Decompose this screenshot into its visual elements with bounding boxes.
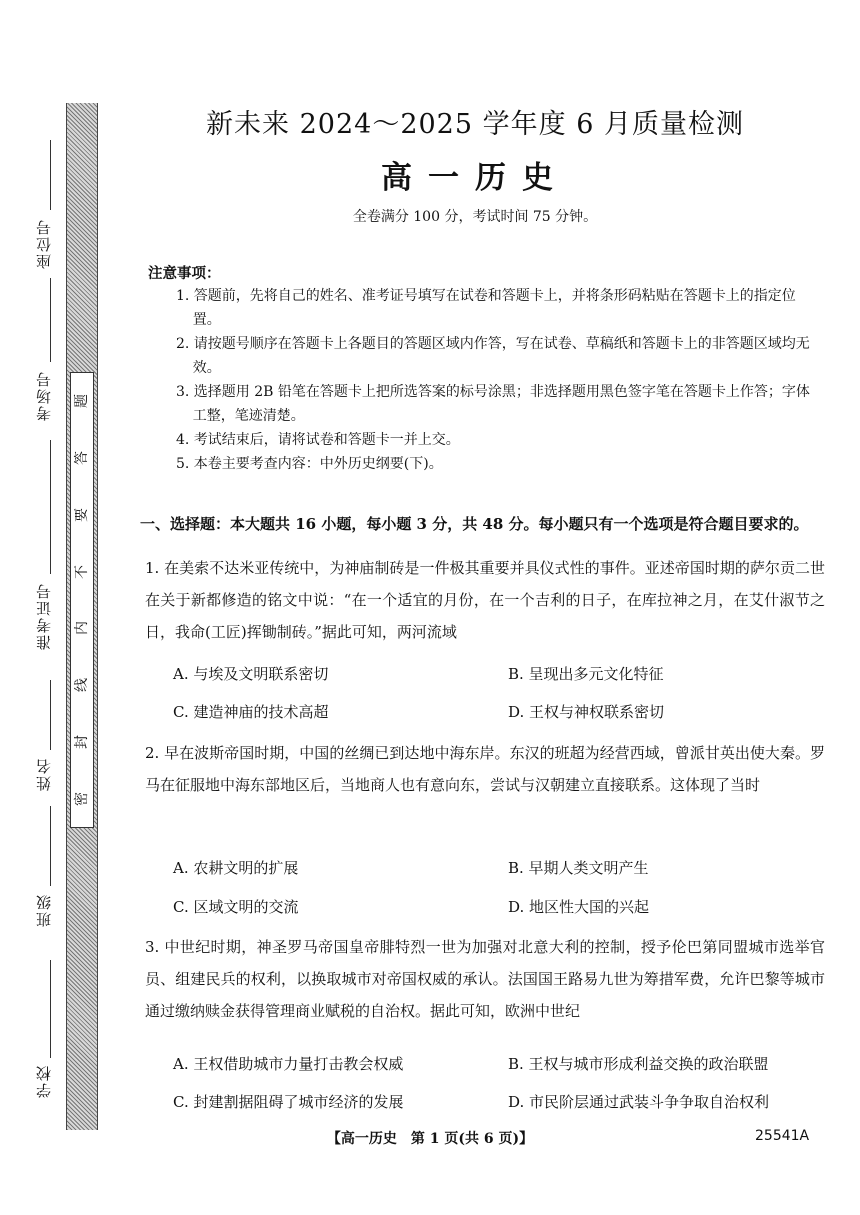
- subject-title: 高一历史: [381, 160, 569, 196]
- option-b: B. 呈现出多元文化特征: [508, 665, 664, 683]
- school-line: [50, 960, 51, 1058]
- seal-char: 内: [74, 621, 90, 636]
- exam-number-label: 准考证号: [34, 582, 53, 650]
- class-line: [50, 806, 51, 886]
- question-2: [145, 737, 825, 801]
- question-stem: 3. 中世纪时期，神圣罗马帝国皇帝腓特烈一世为加强对北意大利的控制，授予伦巴第同盟城市选举官员、组建民兵的权利，以换取城市对帝国权威的承认。法国国王路易九世为筹措军费，允许巴黎等城市通过缴纳赎金获得管理商业赋税的自治权。据此可知，欧洲中世纪: [145, 938, 825, 1020]
- option-b: B. 王权与城市形成利益交换的政治联盟: [508, 1055, 769, 1073]
- seal-char: 线: [74, 678, 90, 693]
- question-stem: 2. 早在波斯帝国时期，中国的丝绸已到达地中海东岸。东汉的班超为经营西域，曾派甘英出使大秦。罗马在征服地中海东部地区后，当地商人也有意向东，尝试与汉朝建立直接联系。这体现了当时: [145, 744, 825, 794]
- exam-title: 新未来 2024～2025 学年度 6 月质量检测: [206, 109, 744, 140]
- seal-char: 要: [74, 507, 90, 522]
- notice-item: 4. 考试结束后，请将试卷和答题卡一并上交。: [176, 432, 460, 448]
- exam-room-line: [50, 278, 51, 362]
- notice-heading: 注意事项：: [148, 265, 221, 282]
- option-a: A. 与埃及文明联系密切: [173, 665, 329, 683]
- class-label: 班级: [34, 893, 53, 927]
- notice-item: 5. 本卷主要考查内容：中外历史纲要(下)。: [176, 456, 443, 472]
- option-b: B. 早期人类文明产生: [508, 859, 649, 877]
- question-3: [145, 931, 825, 1027]
- section-heading: 一、选择题：本大题共 16 小题，每小题 3 分，共 48 分。每小题只有一个选项是符合题目要求的。: [140, 515, 809, 533]
- question-1: [145, 552, 825, 648]
- option-d: D. 市民阶层通过武装斗争争取自治权利: [508, 1093, 770, 1111]
- exam-info: 全卷满分 100 分，考试时间 75 分钟。: [352, 209, 598, 225]
- footer-label: 【高一历史 第 1 页(共 6 页)】: [326, 1131, 534, 1147]
- option-d: D. 地区性大国的兴起: [508, 898, 650, 916]
- question-stem: 1. 在美索不达米亚传统中，为神庙制砖是一件极其重要并具仪式性的事件。亚述帝国时期的萨尔贡二世在关于新都修造的铭文中说：“在一个适宜的月份，在一个吉利的日子，在库拉神之月，在艾什淑节之日，我命(工匠)挥锄制砖。”据此可知，两河流域: [145, 559, 825, 641]
- option-c: C. 区域文明的交流: [173, 898, 299, 916]
- option-c: C. 封建割据阻碍了城市经济的发展: [173, 1093, 404, 1111]
- seal-char: 密: [74, 791, 90, 806]
- notice-item: 2. 请按题号顺序在答题卡上各题目的答题区域内作答，写在试卷、草稿纸和答题卡上的非答题区域均无效。: [176, 336, 810, 376]
- school-label: 学校: [34, 1064, 53, 1098]
- notice-list: [176, 284, 816, 476]
- option-a: A. 王权借助城市力量打击教会权威: [173, 1055, 404, 1073]
- seat-number-label: 座位号: [34, 218, 53, 269]
- page-footer: [0, 1128, 860, 1148]
- notice-item: 3. 选择题用 2B 铅笔在答题卡上把所选答案的标号涂黑；非选择题用黑色签字笔在答题卡上作答；字体工整，笔迹清楚。: [176, 384, 810, 424]
- option-c: C. 建造神庙的技术高超: [173, 703, 329, 721]
- seat-number-line: [50, 140, 51, 210]
- option-a: A. 农耕文明的扩展: [173, 859, 299, 877]
- notice-item: 1. 答题前，先将自己的姓名、准考证号填写在试卷和答题卡上，并将条形码粘贴在答题卡上的指定位置。: [176, 288, 796, 328]
- seal-char: 不: [74, 564, 90, 579]
- seal-char: 封: [74, 734, 90, 749]
- seal-char: 答: [74, 451, 90, 466]
- seal-line-notice: [70, 372, 94, 828]
- name-label: 姓名: [34, 757, 53, 791]
- option-d: D. 王权与神权联系密切: [508, 703, 665, 721]
- exam-number-line: [50, 440, 51, 574]
- paper-code: 25541A: [755, 1128, 810, 1144]
- name-line: [50, 680, 51, 750]
- exam-room-label: 考场号: [34, 370, 53, 421]
- seal-char: 题: [74, 394, 90, 409]
